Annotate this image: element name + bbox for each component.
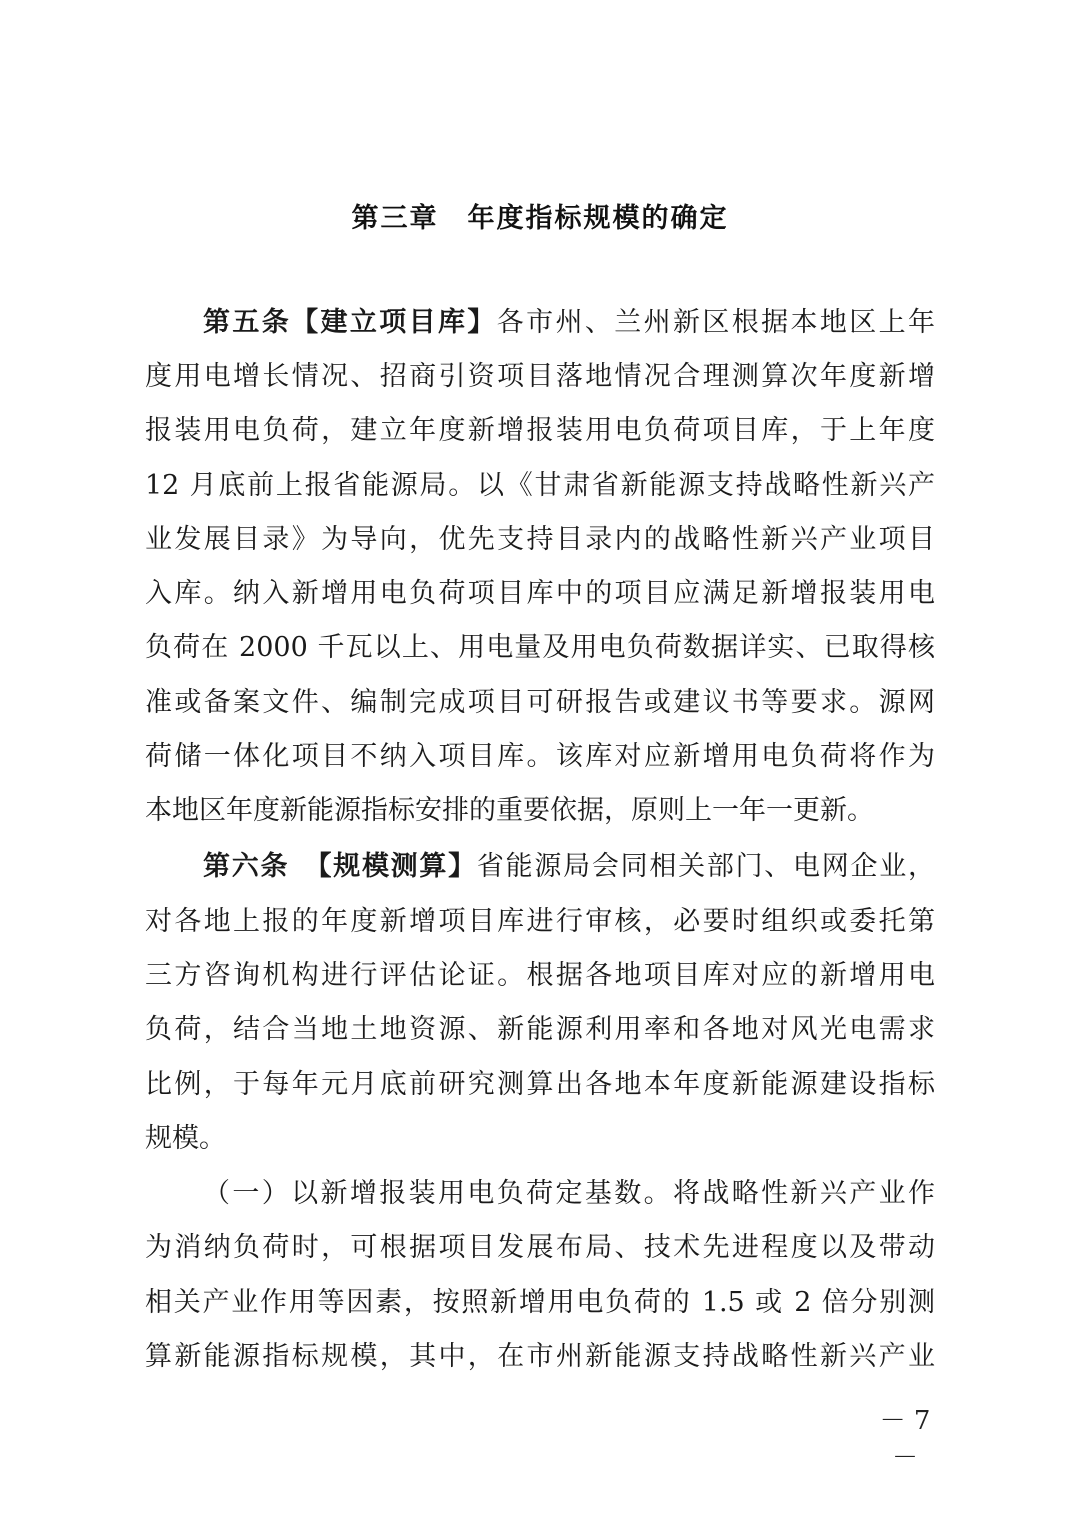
text-line <box>145 1003 935 1057</box>
text-line <box>145 949 935 1003</box>
text-line <box>145 676 935 730</box>
line-text: 各市州、兰州新区根据本地区上年 <box>496 307 935 338</box>
text-line <box>145 621 935 675</box>
text-line <box>145 1058 935 1112</box>
line-text: （一）以新增报装用电负荷定基数。将战略性新兴产业作 <box>203 1178 935 1209</box>
line-text: 入库。纳入新增用电负荷项目库中的项目应满足新增报装用电 <box>145 578 935 609</box>
line-text: 三方咨询机构进行评估论证。根据各地项目库对应的新增用电 <box>145 960 935 991</box>
text-line <box>145 1276 935 1330</box>
line-text: 负荷，结合当地土地资源、新能源利用率和各地对风光电需求 <box>145 1014 935 1045</box>
line-text: 相关产业作用等因素，按照新增用电负荷的 1.5 或 2 倍分别测 <box>145 1287 935 1318</box>
line-text: 报装用电负荷，建立年度新增报装用电负荷项目库，于上年度 <box>145 415 935 446</box>
line-text: 负荷在 2000 千瓦以上、用电量及用电负荷数据详实、已取得核 <box>145 632 935 663</box>
text-line <box>145 895 935 949</box>
text-line <box>203 296 935 350</box>
article-heading: 第五条【建立项目库】 <box>203 307 497 338</box>
text-line <box>145 513 935 567</box>
line-text: 对各地上报的年度新增项目库进行审核，必要时组织或委托第 <box>145 906 935 937</box>
text-line <box>203 840 935 894</box>
line-text: 业发展目录》为导向，优先支持目录内的战略性新兴产业项目 <box>145 524 935 555</box>
text-line <box>145 1221 935 1275</box>
line-text: 比例，于每年元月底前研究测算出各地本年度新能源建设指标 <box>145 1069 935 1100</box>
text-line <box>145 459 935 513</box>
line-text: 本地区年度新能源指标安排的重要依据，原则上一年一更新。 <box>145 795 874 826</box>
line-text: 为消纳负荷时，可根据项目发展布局、技术先进程度以及带动 <box>145 1232 935 1263</box>
line-text: 12 月底前上报省能源局。以《甘肃省新能源支持战略性新兴产 <box>145 470 935 501</box>
text-line <box>203 1167 935 1221</box>
text-line <box>145 567 935 621</box>
chapter-title: 第三章 年度指标规模的确定 <box>351 203 729 234</box>
line-text: 荷储一体化项目不纳入项目库。该库对应新增用电负荷将作为 <box>145 741 935 772</box>
line-text: 省能源局会同相关部门、电网企业， <box>476 851 936 882</box>
article-heading: 第六条 【规模测算】 <box>203 851 477 882</box>
text-line <box>145 730 935 784</box>
text-line <box>145 350 935 404</box>
line-text: 规模。 <box>145 1123 226 1154</box>
text-line <box>145 404 935 458</box>
text-line <box>145 784 935 838</box>
page-number: － 7 － <box>879 1406 931 1473</box>
text-line <box>145 1112 935 1166</box>
text-line <box>145 1330 935 1384</box>
line-text: 度用电增长情况、招商引资项目落地情况合理测算次年度新增 <box>145 361 935 392</box>
line-text: 准或备案文件、编制完成项目可研报告或建议书等要求。源网 <box>145 687 935 718</box>
line-text: 算新能源指标规模，其中，在市州新能源支持战略性新兴产业 <box>145 1341 935 1372</box>
